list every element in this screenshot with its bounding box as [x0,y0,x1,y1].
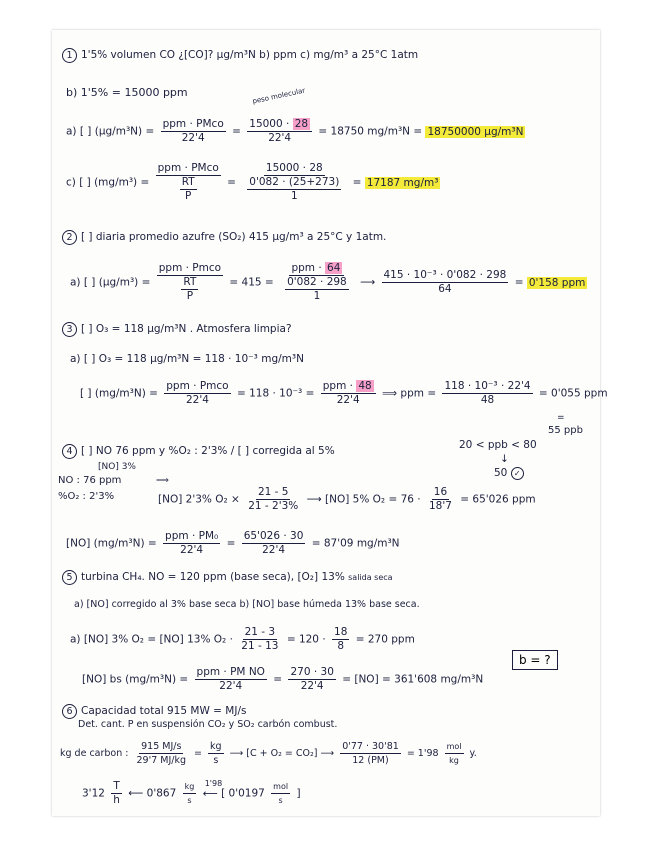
given-o2: %O₂ : 2'3% [58,491,115,502]
problem-number-2: 2 [62,230,77,245]
problem-3-title: 3 [ ] O₃ = 118 μg/m³N . Atmosfera limpia? [62,322,292,337]
molecular-weight-note: peso molecular [251,86,306,106]
problem-5-a: a) [NO] 3% O₂ = [NO] 13% O₂ · $\frac{21 - 3}{21 - 13}$ = 120 · $\frac{18}{8}$ = 270 ppm [70,626,415,652]
ppb-range: 20 < ppb < 80 [459,439,537,451]
problem-number-3: 3 [62,322,77,337]
problem-3-b: [ ] (mg/m³N) = $\frac{\text{ppm · Pmco}}{22'4}$ = 118 · 10⁻³ = $\frac{\text{ppm · 48}}{22'4}$ ⟹ ppm = $\frac{\text{118 · 10⁻³ · 22'4}}{48}$ = 0'055 ppm [80,380,608,406]
problem-1-title: 1 1'5% volumen CO ¿[CO]? μg/m³N b) ppm c) mg/m³ a 25°C 1atm [62,48,418,63]
down-arrow: ↓ [500,453,509,465]
problem-5-title: 5 turbina CH₄. NO = 120 ppm (base seca), [O₂] 13% salida seca [62,570,393,585]
check-icon: ✓ [511,467,524,480]
notebook-page [52,30,608,816]
problem-6-line2: 3'12 $\frac{T}{h}$ ⟵ 0'867 $\frac{kg}{s}$ 1'98 ⟵ [ 0'0197 $\frac{\text{mol}}{s}$ ] [82,778,301,806]
result-highlight: 18750000 μg/m³N [427,125,524,138]
result-highlight: 0'158 ppm [528,276,586,289]
problem-1-a: a) [ ] (μg/m³N) = $\frac{\text{ppm · PMco}}{22'4}$ = $\frac{15000 \cdot 28}{22'4}$ = 18750 mg/m³N = 18750000 μg/m³N [66,118,524,144]
problem-6-sub: Det. cant. P en suspensión CO₂ y SO₂ carbón combust. [78,719,338,730]
problem-2-a: a) [ ] (μg/m³) = $\frac{\text{ppm · Pmco}}{\frac{RT}{P}}$ = 415 = $\frac{\text{ppm · 64}}{\frac{0'082 \cdot 298}{1}}$ ⟶ $\frac{\text{415 · 10⁻³ · 0'082 · 298}}{64}$ = 0'158 ppm [70,262,586,302]
problem-4-title: 4 [ ] NO 76 ppm y %O₂ : 2'3% / [ ] corregida al 5% [62,444,335,459]
problem-number-5: 5 [62,570,77,585]
problem-number-6: 6 [62,704,77,719]
problem-2-title: 2 [ ] diaria promedio azufre (SO₂) 415 μg/m³ a 25°C y 1atm. [62,230,386,245]
given-no: NO : 76 ppm [58,475,122,486]
problem-5-sub: a) [NO] corregido al 3% base seca b) [NO] base húmeda 13% base seca. [74,599,420,610]
implies-arrow: ⟹ [156,476,169,486]
problem-5-b: [NO] bs (mg/m³N) = $\frac{\text{ppm · PM NO}}{22'4}$ = $\frac{270 \cdot 30}{22'4}$ = [NO] = 361'608 mg/m³N [82,666,484,692]
ppb-result: 55 ppb [548,425,583,436]
result-highlight: 17187 mg/m³ [366,176,439,189]
problem-number-4: 4 [62,444,77,459]
no-3-percent: [NO] 3% [98,462,136,472]
fifty-value: 50 ✓ [494,466,528,480]
problem-6-title: 6 Capacidad total 915 MW = MJ/s [62,704,246,719]
problem-number-1: 1 [62,48,77,63]
problem-1-c: c) [ ] (mg/m³) = $\frac{\text{ppm · PMco}}{\frac{RT}{P}}$ = $\frac{15000 \cdot 28}{\frac{0'082 \cdot (25+273)}{1}}$ = 17187 mg/m³ [66,162,439,202]
problem-3-a: a) [ ] O₃ = 118 μg/m³N = 118 · 10⁻³ mg/m³N [70,353,304,365]
problem-4-calc: [NO] 2'3% O₂ × $\frac{21 - 5}{21 - 2'3\%}$ ⟶ [NO] 5% O₂ = 76 · $\frac{16}{18'7}$ = 65'026 ppm [158,486,536,512]
problem-4-conversion: [NO] (mg/m³N) = $\frac{\text{ppm · PM₀}}{22'4}$ = $\frac{65'026 \cdot 30}{22'4}$ = 87'09 mg/m³N [66,530,400,556]
problem-6-line1: kg de carbon : $\frac{915 MJ/s}{29'7 MJ/kg}$ = $\frac{kg}{s}$ ⟶ [C + O₂ = CO₂] ⟶ $\frac{0'77 \cdot 30'81}{12 (PM)}$ = 1'98 $\frac{\text{mol}}{kg}$ y. [60,741,477,766]
problem-1-b: b) 1'5% = 15000 ppm [66,86,188,99]
question-box: b = ? [512,650,558,670]
equivalence-sign: = [557,413,565,423]
